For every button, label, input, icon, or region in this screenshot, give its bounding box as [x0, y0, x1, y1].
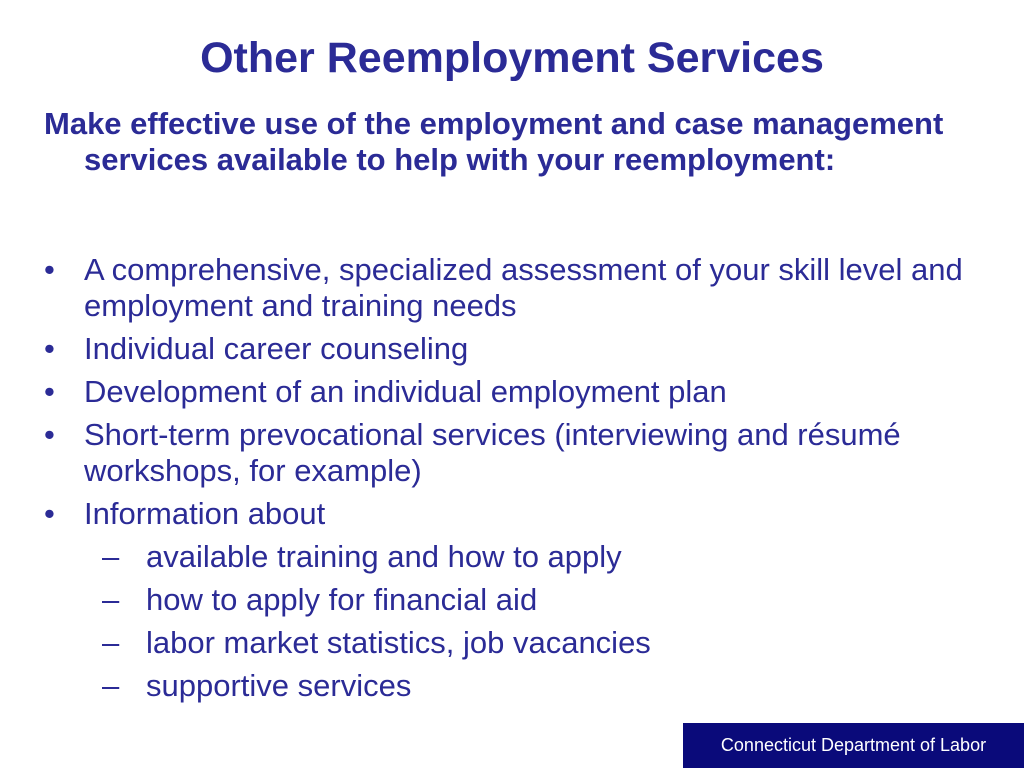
slide-title: Other Reemployment Services: [200, 34, 824, 82]
sub-bullet-text: how to apply for financial aid: [146, 582, 538, 617]
sub-bullet-marker: –: [102, 539, 120, 574]
bullet-item: [44, 417, 984, 489]
sub-bullet-marker: –: [102, 582, 120, 617]
bullet-marker: •: [44, 417, 55, 452]
sub-bullet-text: labor market statistics, job vacancies: [146, 625, 651, 660]
bullet-marker: •: [44, 252, 55, 287]
bullet-item: [44, 252, 984, 324]
sub-bullet-item: [102, 625, 984, 661]
bullet-marker: •: [44, 496, 55, 531]
sub-bullet-marker: –: [102, 668, 120, 703]
bullet-text: Development of an individual employment plan: [84, 374, 727, 409]
bullet-list: [44, 252, 984, 711]
bullet-marker: •: [44, 331, 55, 366]
footer-banner: [683, 723, 1024, 768]
footer-label: Connecticut Department of Labor: [720, 735, 987, 755]
bullet-text: A comprehensive, specialized assessment of your skill level and employment and training needs: [84, 252, 963, 323]
sub-bullet-item: [102, 582, 984, 618]
sub-bullet-text: supportive services: [146, 668, 412, 703]
bullet-text: Information about: [84, 496, 326, 531]
sub-bullet-marker: –: [102, 625, 120, 660]
sub-bullet-text: available training and how to apply: [146, 539, 622, 574]
sub-bullet-item: [102, 668, 984, 704]
intro-text: Make effective use of the employment and case management services available to help with your reemployment:: [44, 106, 944, 177]
bullet-item: [44, 374, 984, 410]
bullet-marker: •: [44, 374, 55, 409]
bullet-text: Short-term prevocational services (interviewing and résumé workshops, for example): [84, 417, 901, 488]
bullet-item: [44, 496, 984, 704]
sub-bullet-item: [102, 539, 984, 575]
bullet-item: [44, 331, 984, 367]
sub-bullet-list: [84, 539, 984, 704]
bullet-text: Individual career counseling: [84, 331, 469, 366]
